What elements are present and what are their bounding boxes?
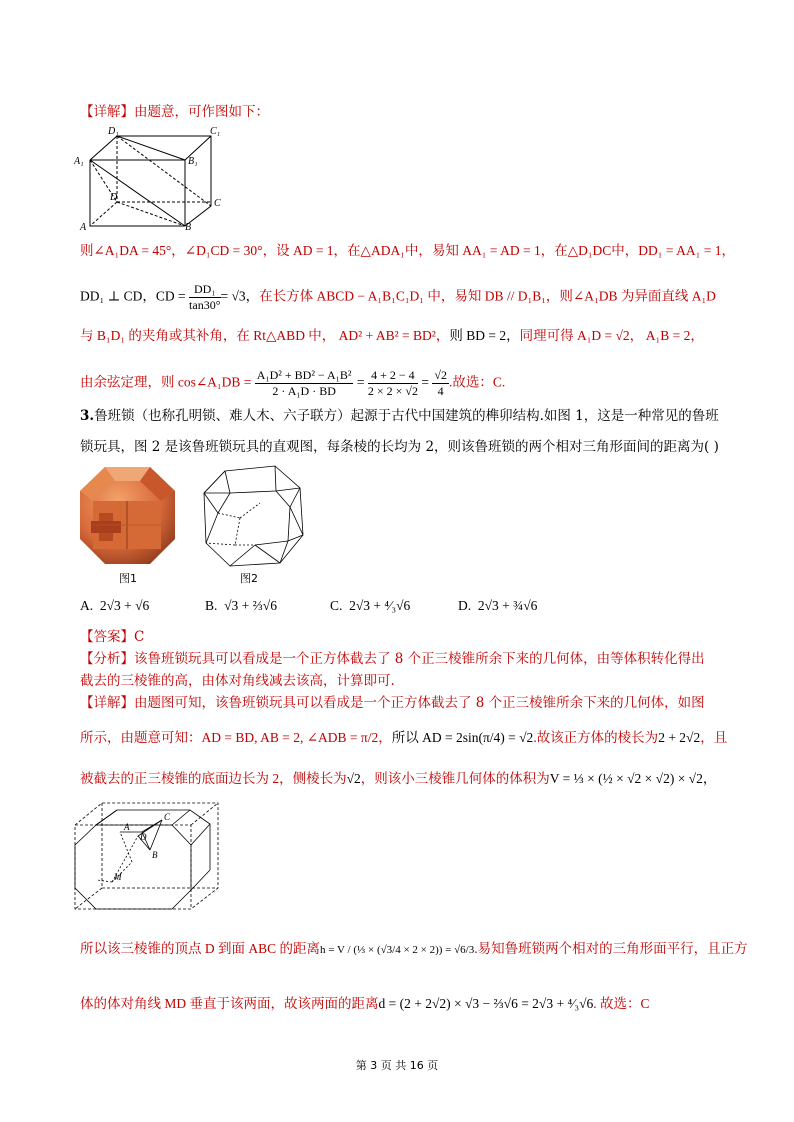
- detail-line-2: [80, 729, 727, 747]
- cos-fraction-2: [368, 368, 418, 399]
- detail-text-5a: 体的体对角线 MD 垂直于该两面，故该两面的距离: [80, 996, 379, 1011]
- sol3-d: 同理可得 A₁D = √2， A₁B = 2，: [519, 328, 704, 343]
- option-c: [330, 597, 410, 615]
- detail-text-3d: V = ⅓ × (½ × √2 × √2) × √2，: [549, 771, 717, 786]
- sol3-c: 则 BD = 2，: [449, 328, 520, 343]
- detail-line-5: [80, 995, 650, 1013]
- detail-text-4a: 所以该三棱锥的顶点 D 到面 ABC 的距离: [80, 941, 321, 956]
- sol2-d: 则∠A₁DB 为异面直线 A₁D: [559, 288, 716, 304]
- detail-text-2e: ，且: [700, 730, 728, 745]
- truncated-cube-figure: [72, 800, 222, 912]
- cd-num: DD₁: [189, 282, 220, 298]
- solution-line-2: [80, 282, 716, 313]
- luban-lock-diagram: [200, 463, 306, 569]
- question-number: 3.: [80, 408, 95, 424]
- option-d-value: 2√3 + ¾√6: [477, 598, 538, 613]
- detail-text-3b: √2: [346, 771, 361, 786]
- sol2-b: = √3，: [220, 288, 260, 304]
- cos-den2: 2 × 2 × √2: [367, 384, 418, 398]
- sol4-a: 由余弦定理，则 cos∠A₁DB =: [80, 374, 255, 390]
- detail-text-3a: 被截去的正三棱锥的底面边长为 2，侧棱长为: [80, 771, 347, 786]
- detail-text-4b: h = V / (⅓ × (√3/4 × 2 × 2)) = √6/3: [320, 944, 475, 956]
- option-a-value: 2√3 + √6: [99, 598, 150, 613]
- cube-label-B: B: [152, 850, 158, 860]
- cos-fraction-3: [432, 368, 449, 399]
- solution-line-4: 由余弦定理，则 cos∠A₁DB = $\frac{\text{A₁D² + BD² − A₁B²}}{\text{2 · A₁D · BD}}$ = $\frac{4 + 2 - 4}{2 \times 2 \times √2}$ = $\frac{√2}{4}$ .故选：C.: [80, 368, 506, 398]
- detail2-label: 【详解】: [80, 695, 134, 711]
- sol2-a: DD₁ ⊥ CD，CD =: [80, 288, 190, 304]
- label-D: D: [110, 192, 118, 203]
- option-b: [205, 597, 277, 615]
- sol1-a: 则∠A₁DA = 45°，∠D₁CD = 30°，设 AD = 1，: [80, 243, 348, 258]
- analysis-text-2: 截去的三棱锥的高，由体对角线减去该高，计算即可.: [80, 673, 395, 689]
- question-3-line-1: [80, 407, 719, 425]
- cos-den3: 4: [437, 384, 444, 398]
- sol1-c: 在△D₁DC中，DD₁ = AA₁ = 1，: [554, 243, 735, 258]
- detail-text-2a: 所示，由题意可知：AD = BD, AB = 2, ∠ADB = π/2，: [80, 730, 392, 745]
- solution-line-1: [80, 242, 735, 260]
- detail-intro: 由题意，可作图如下：: [134, 104, 269, 120]
- answer-value: C: [134, 629, 145, 645]
- option-d: [458, 597, 537, 615]
- option-c-value: 2√3 + ⁴⁄₃√6: [349, 598, 411, 613]
- sol3-a: 与 B₁D₁ 的夹角或其补角，: [80, 328, 237, 343]
- analysis-label: 【分析】: [80, 651, 134, 667]
- detail-heading-1: [80, 103, 269, 121]
- detail-line-3: [80, 770, 716, 788]
- analysis-text-1: 该鲁班锁玩具可以看成是一个正方体截去了 8 个正三棱锥所余下来的几何体，由等体积转化得出: [134, 651, 705, 667]
- cos-num2: 4 + 2 − 4: [368, 368, 418, 384]
- question-text-1: 鲁班锁（也称孔明锁、难人木、六子联方）起源于古代中国建筑的榫卯结构.如图 1，这是一种常见的鲁班: [94, 408, 719, 424]
- solution-line-3: [80, 327, 704, 345]
- luban-lock-photo: [75, 463, 180, 568]
- analysis-line-1: [80, 650, 705, 668]
- question-3-line-2: [80, 438, 719, 456]
- option-b-key: B.: [205, 598, 218, 613]
- cube-label-C: C: [164, 812, 171, 822]
- cos-fraction-1: [255, 368, 354, 399]
- label-B: B: [185, 222, 192, 230]
- fig1-caption: 图1: [119, 572, 137, 585]
- sol4-b: .故选：C.: [448, 374, 506, 390]
- detail-line-1: [80, 694, 705, 712]
- cos-num1: A₁D² + BD² − A₁B²: [256, 368, 352, 382]
- sol3-b: 在 Rt△ABD 中， AD² + AB² = BD²，: [236, 328, 450, 343]
- detail-text-5c: . 故选：C: [593, 996, 650, 1011]
- cuboid-figure: [74, 126, 234, 230]
- cos-num3: √2: [434, 368, 447, 382]
- detail-text-4c: .易知鲁班锁两个相对的三角形面平行，且正方: [474, 941, 748, 956]
- cube-label-M: M: [114, 872, 122, 882]
- label-A1: A₁: [74, 156, 84, 167]
- option-c-key: C.: [330, 598, 343, 613]
- cd-den: tan30°: [189, 298, 221, 312]
- sol1-b: 在△ADA₁中，易知 AA₁ = AD = 1，: [347, 243, 555, 258]
- cube-label-D: D: [140, 832, 147, 842]
- detail-text-3c: ，则该小三棱锥几何体的体积为: [360, 771, 550, 786]
- detail-line-4: [80, 940, 748, 959]
- label-C1: C₁: [210, 126, 221, 137]
- sol2-c: 在长方体 ABCD − A₁B₁C₁D₁ 中，易知 DB // D₁B₁，: [259, 288, 560, 304]
- option-b-value: √3 + ⅔√6: [224, 598, 277, 613]
- label-C: C: [214, 198, 221, 209]
- detail-text-5b: d = (2 + 2√2) × √3 − ⅔√6 = 2√3 + ⁴⁄₃√6: [378, 996, 594, 1011]
- detail-text-2d: 2 + 2√2: [658, 730, 701, 745]
- page-footer: 第 3 页 共 16 页: [355, 1059, 439, 1072]
- answer: [80, 628, 144, 646]
- label-B1: B₁: [188, 156, 198, 167]
- label-A: A: [80, 222, 87, 230]
- detail-text-2b: 所以 AD = 2sin(π/4) = √2: [391, 730, 534, 745]
- cube-label-A: A: [124, 822, 130, 832]
- analysis-line-2: [80, 672, 395, 690]
- fig2-caption: 图2: [240, 572, 258, 585]
- option-d-key: D.: [458, 598, 472, 613]
- detail-text-2c: .故该正方体的棱长为: [533, 730, 659, 745]
- detail-label: 【详解】: [80, 104, 134, 120]
- option-a-key: A.: [80, 598, 94, 613]
- option-a: [80, 597, 149, 615]
- answer-label: 【答案】: [80, 629, 134, 645]
- detail-text-1: 由题图可知，该鲁班锁玩具可以看成是一个正方体截去了 8 个正三棱锥所余下来的几何体，如图: [134, 695, 705, 711]
- question-text-2: 锁玩具，图 2 是该鲁班锁玩具的直观图，每条棱的长均为 2，则该鲁班锁的两个相对三角形面间的距离为( ): [80, 439, 719, 455]
- cos-den1: 2 · A₁D · BD: [272, 384, 336, 398]
- label-D1: D₁: [108, 126, 119, 137]
- cd-fraction: [189, 282, 220, 313]
